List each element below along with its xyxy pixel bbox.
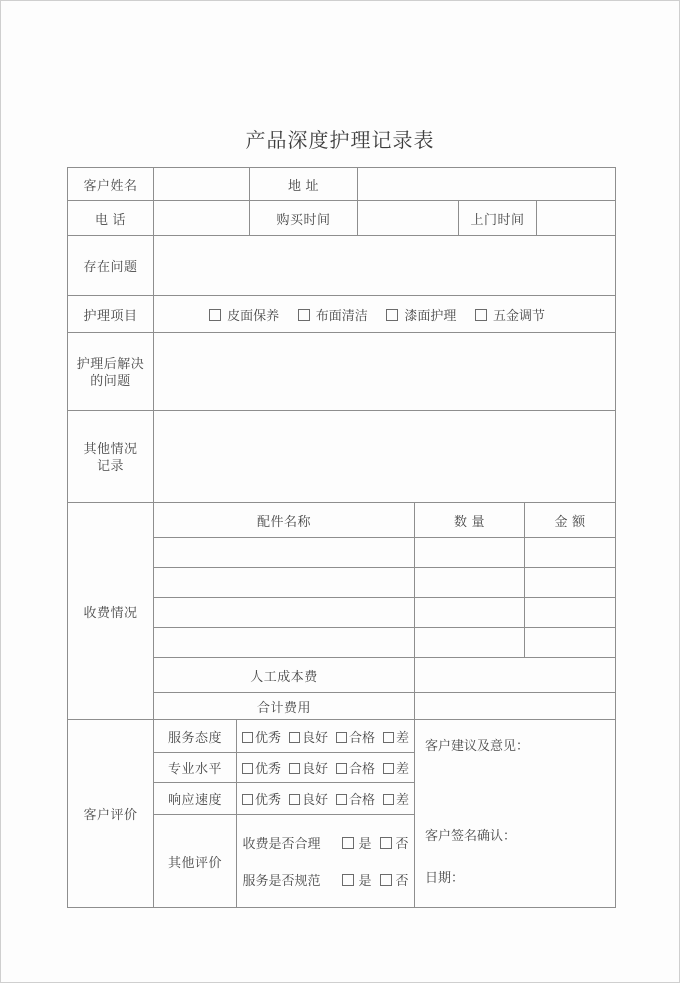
care-items-label: 护理项目 (68, 296, 154, 333)
phone-input[interactable] (154, 201, 250, 236)
fee-amount-input[interactable] (525, 538, 616, 568)
eval-ratings-service-attitude (237, 720, 415, 753)
checkbox-icon[interactable] (342, 837, 354, 849)
evaluation-label: 客户评价 (68, 720, 154, 908)
fee-part-input[interactable] (154, 538, 415, 568)
total-cost-label: 合计费用 (154, 693, 415, 720)
eval-ratings-professional-level (237, 753, 415, 783)
fee-col-amount: 金 额 (525, 503, 616, 538)
checkbox-icon[interactable] (289, 794, 300, 805)
customer-name-input[interactable] (154, 168, 250, 201)
question-fee-reasonable: 收费是否合理 是 否 (242, 836, 409, 852)
address-label: 地 址 (250, 168, 358, 201)
suggestions-label: 客户建议及意见： (425, 738, 530, 753)
fee-col-quantity: 数 量 (415, 503, 525, 538)
question-service-standard: 服务是否规范 是 否 (242, 872, 409, 888)
rating-label: 差 (396, 761, 410, 776)
rating-label: 差 (396, 792, 410, 807)
checkbox-icon[interactable] (380, 837, 392, 849)
other-records-label: 其他情况 记录 (68, 411, 154, 503)
rating-label: 优秀 (254, 729, 281, 745)
care-option-label: 漆面护理 (404, 307, 457, 323)
care-option-label: 皮面保养 (227, 307, 280, 323)
fee-amount-input[interactable] (525, 628, 616, 658)
rating-label: 合格 (349, 792, 376, 807)
fee-quantity-input[interactable] (415, 628, 525, 658)
fee-amount-input[interactable] (525, 598, 616, 628)
fees-label: 收费情况 (68, 503, 154, 720)
other-records-input[interactable] (154, 411, 616, 503)
eval-aspect-other: 其他评价 (154, 815, 237, 908)
checkbox-icon[interactable] (336, 763, 347, 774)
fee-quantity-input[interactable] (415, 538, 525, 568)
care-record-table (67, 167, 616, 908)
labor-cost-input[interactable] (415, 658, 616, 693)
customer-name-label: 客户姓名 (68, 168, 154, 201)
visit-time-label: 上门时间 (459, 201, 537, 236)
signature-label: 客户签名确认： (425, 828, 517, 843)
rating-label: 优秀 (254, 761, 281, 776)
fee-part-input[interactable] (154, 568, 415, 598)
rating-label: 良好 (301, 761, 328, 776)
checkbox-icon[interactable] (475, 309, 487, 321)
fee-amount-input[interactable] (525, 568, 616, 598)
checkbox-icon[interactable] (209, 309, 221, 321)
care-option-label: 布面清洁 (315, 307, 368, 323)
no-label: 否 (395, 872, 409, 888)
checkbox-icon[interactable] (383, 732, 394, 743)
checkbox-icon[interactable] (380, 874, 392, 886)
form-title: 产品深度护理记录表 (245, 130, 435, 152)
care-option (475, 308, 545, 323)
rating-label: 合格 (349, 761, 376, 776)
eval-other-questions (237, 815, 415, 908)
fee-quantity-input[interactable] (415, 568, 525, 598)
rating-label: 优秀 (254, 792, 281, 807)
rating-label: 差 (396, 729, 410, 745)
visit-time-input[interactable] (537, 201, 616, 236)
phone-label: 电 话 (68, 201, 154, 236)
eval-aspect-service-attitude: 服务态度 (154, 720, 237, 753)
checkbox-icon[interactable] (336, 732, 347, 743)
checkbox-icon[interactable] (298, 309, 310, 321)
care-option (386, 308, 456, 323)
checkbox-icon[interactable] (289, 763, 300, 774)
fee-col-part-name: 配件名称 (154, 503, 415, 538)
checkbox-icon[interactable] (242, 763, 253, 774)
care-items-options (154, 296, 616, 333)
rating-label: 良好 (301, 729, 328, 745)
checkbox-icon[interactable] (342, 874, 354, 886)
checkbox-icon[interactable] (383, 763, 394, 774)
fee-part-input[interactable] (154, 598, 415, 628)
customer-remarks-cell[interactable] (415, 720, 616, 908)
total-cost-input[interactable] (415, 693, 616, 720)
labor-cost-label: 人工成本费 (154, 658, 415, 693)
care-option-label: 五金调节 (492, 307, 545, 323)
solved-problems-label: 护理后解决 的问题 (68, 333, 154, 411)
solved-problems-input[interactable] (154, 333, 616, 411)
yes-label: 是 (358, 872, 372, 888)
rating-label: 合格 (349, 729, 376, 745)
purchase-time-input[interactable] (358, 201, 459, 236)
checkbox-icon[interactable] (386, 309, 398, 321)
care-option (298, 308, 368, 323)
eval-aspect-professional-level: 专业水平 (154, 753, 237, 783)
care-option (209, 308, 279, 323)
checkbox-icon[interactable] (336, 794, 347, 805)
fee-part-input[interactable] (154, 628, 415, 658)
rating-label: 良好 (301, 792, 328, 807)
checkbox-icon[interactable] (242, 732, 253, 743)
fee-quantity-input[interactable] (415, 598, 525, 628)
date-label: 日期： (425, 870, 465, 885)
checkbox-icon[interactable] (383, 794, 394, 805)
yes-label: 是 (358, 836, 372, 852)
no-label: 否 (395, 836, 409, 852)
checkbox-icon[interactable] (242, 794, 253, 805)
purchase-time-label: 购买时间 (250, 201, 358, 236)
problems-label: 存在问题 (68, 236, 154, 296)
eval-ratings-response-speed (237, 783, 415, 815)
address-input[interactable] (358, 168, 616, 201)
eval-aspect-response-speed: 响应速度 (154, 783, 237, 815)
problems-input[interactable] (154, 236, 616, 296)
checkbox-icon[interactable] (289, 732, 300, 743)
